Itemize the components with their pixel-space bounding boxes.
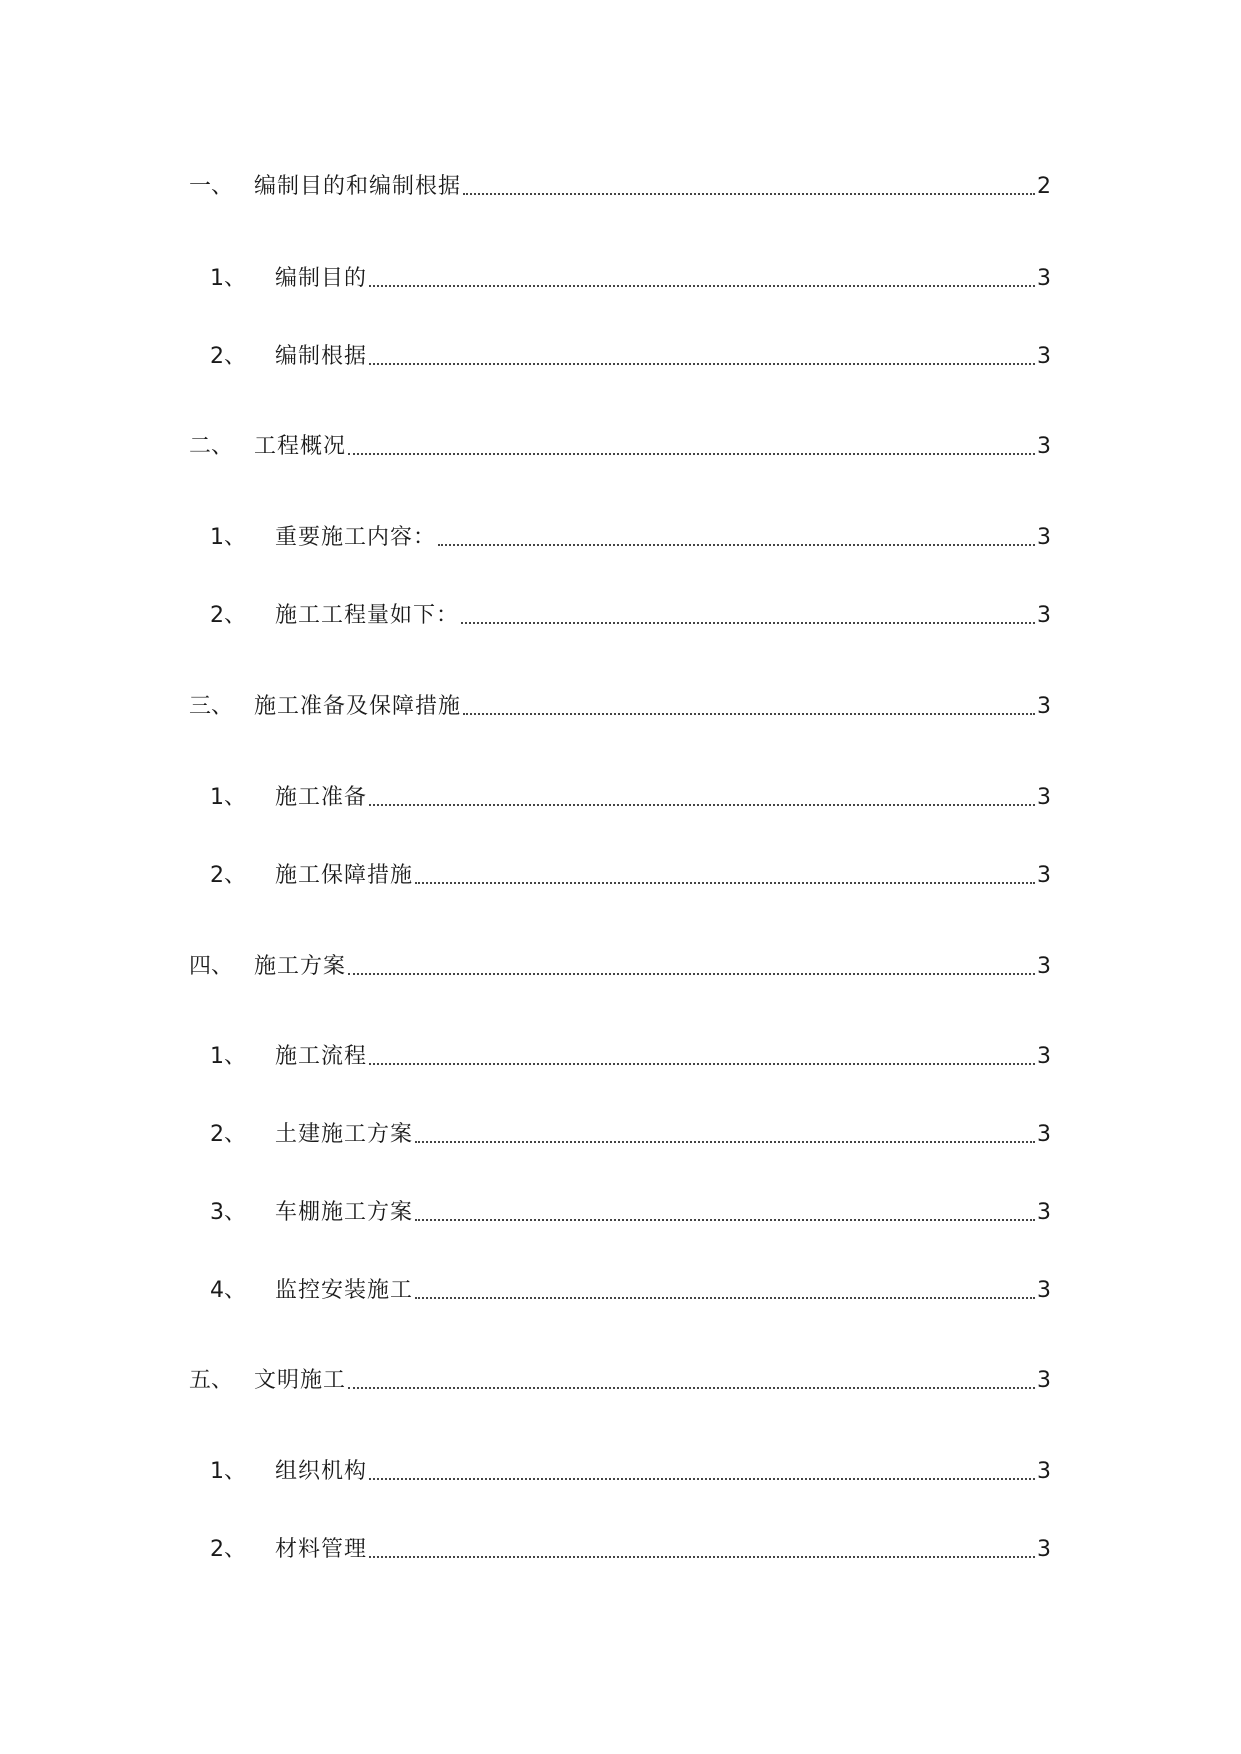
- toc-dot-leader: [415, 1297, 1035, 1299]
- toc-entry-page: 3: [1037, 1044, 1051, 1069]
- toc-entry-title: 施工方案: [254, 954, 347, 979]
- toc-entry[interactable]: [189, 521, 1051, 555]
- toc-entry-title: 编制目的和编制根据: [254, 174, 462, 199]
- toc-entry-title: 施工准备: [275, 785, 368, 810]
- toc-entry[interactable]: [189, 859, 1051, 893]
- toc-entry[interactable]: [189, 1533, 1051, 1567]
- toc-entry-number: 1、: [210, 525, 246, 550]
- toc-dot-leader: [415, 882, 1035, 884]
- toc-entry[interactable]: [189, 599, 1051, 633]
- toc-entry-page: 3: [1037, 1368, 1051, 1393]
- toc-entry-title: 施工准备及保障措施: [254, 694, 462, 719]
- toc-entry-page: 3: [1037, 434, 1051, 459]
- toc-dot-leader: [369, 804, 1035, 806]
- toc-entry-number: 二、: [189, 434, 234, 459]
- toc-entry-number: 4、: [210, 1278, 246, 1303]
- toc-entry-title: 文明施工: [254, 1368, 347, 1393]
- toc-entry-page: 2: [1037, 174, 1051, 199]
- toc-dot-leader: [348, 1387, 1035, 1389]
- toc-entry-page: 3: [1037, 1537, 1051, 1562]
- toc-entry-number: 2、: [210, 863, 246, 888]
- toc-entry-title: 工程概况: [254, 434, 347, 459]
- toc-entry-number: 2、: [210, 603, 246, 628]
- toc-entry-page: 3: [1037, 785, 1051, 810]
- toc-dot-leader: [463, 193, 1035, 195]
- toc-entry[interactable]: [189, 1196, 1051, 1230]
- toc-entry-page: 3: [1037, 1122, 1051, 1147]
- toc-entry[interactable]: [189, 170, 1051, 204]
- toc-entry[interactable]: [189, 1274, 1051, 1308]
- toc-entry-title: 编制根据: [275, 344, 368, 369]
- toc-entry-number: 2、: [210, 1537, 246, 1562]
- toc-entry-title: 施工保障措施: [275, 863, 414, 888]
- toc-entry-number: 2、: [210, 344, 246, 369]
- toc-entry-number: 3、: [210, 1200, 246, 1225]
- toc-entry-page: 3: [1037, 1459, 1051, 1484]
- toc-entry-title: 材料管理: [275, 1537, 368, 1562]
- toc-entry-number: 1、: [210, 1459, 246, 1484]
- toc-entry-title: 施工工程量如下：: [275, 603, 460, 628]
- toc-entry-title: 监控安装施工: [275, 1278, 414, 1303]
- toc-entry-page: 3: [1037, 1200, 1051, 1225]
- toc-entry[interactable]: [189, 781, 1051, 815]
- toc-entry-title: 施工流程: [275, 1044, 368, 1069]
- toc-dot-leader: [415, 1219, 1035, 1221]
- toc-dot-leader: [348, 453, 1035, 455]
- toc-entry-number: 2、: [210, 1122, 246, 1147]
- toc-dot-leader: [369, 285, 1035, 287]
- toc-entry-number: 三、: [189, 694, 234, 719]
- toc-entry-title: 编制目的: [275, 266, 368, 291]
- toc-entry-page: 3: [1037, 266, 1051, 291]
- toc-entry-page: 3: [1037, 1278, 1051, 1303]
- toc-entry-page: 3: [1037, 694, 1051, 719]
- toc-dot-leader: [369, 1063, 1035, 1065]
- toc-entry-number: 1、: [210, 1044, 246, 1069]
- toc-entry-page: 3: [1037, 954, 1051, 979]
- toc-entry[interactable]: [189, 340, 1051, 374]
- toc-dot-leader: [369, 1556, 1035, 1558]
- toc-dot-leader: [461, 622, 1035, 624]
- toc-dot-leader: [348, 973, 1035, 975]
- toc-entry-title: 组织机构: [275, 1459, 368, 1484]
- toc-entry-title: 土建施工方案: [275, 1122, 414, 1147]
- toc-entry-page: 3: [1037, 344, 1051, 369]
- toc-entry[interactable]: [189, 262, 1051, 296]
- toc-dot-leader: [438, 544, 1035, 546]
- toc-entry[interactable]: [189, 1040, 1051, 1074]
- toc-entry-number: 一、: [189, 174, 234, 199]
- toc-dot-leader: [415, 1141, 1035, 1143]
- toc-entry-number: 四、: [189, 954, 234, 979]
- toc-entry[interactable]: [189, 1364, 1051, 1398]
- toc-entry-page: 3: [1037, 525, 1051, 550]
- toc-entry[interactable]: [189, 1455, 1051, 1489]
- toc-entry-title: 车棚施工方案: [275, 1200, 414, 1225]
- toc-dot-leader: [369, 1478, 1035, 1480]
- toc-entry[interactable]: [189, 950, 1051, 984]
- toc-entry-title: 重要施工内容：: [275, 525, 437, 550]
- toc-dot-leader: [463, 713, 1035, 715]
- toc-entry-number: 1、: [210, 266, 246, 291]
- toc-entry[interactable]: [189, 1118, 1051, 1152]
- toc-entry[interactable]: [189, 690, 1051, 724]
- toc-entry[interactable]: [189, 430, 1051, 464]
- toc-entry-page: 3: [1037, 603, 1051, 628]
- toc-entry-page: 3: [1037, 863, 1051, 888]
- toc-entry-number: 1、: [210, 785, 246, 810]
- toc-entry-number: 五、: [189, 1368, 234, 1393]
- toc-dot-leader: [369, 363, 1035, 365]
